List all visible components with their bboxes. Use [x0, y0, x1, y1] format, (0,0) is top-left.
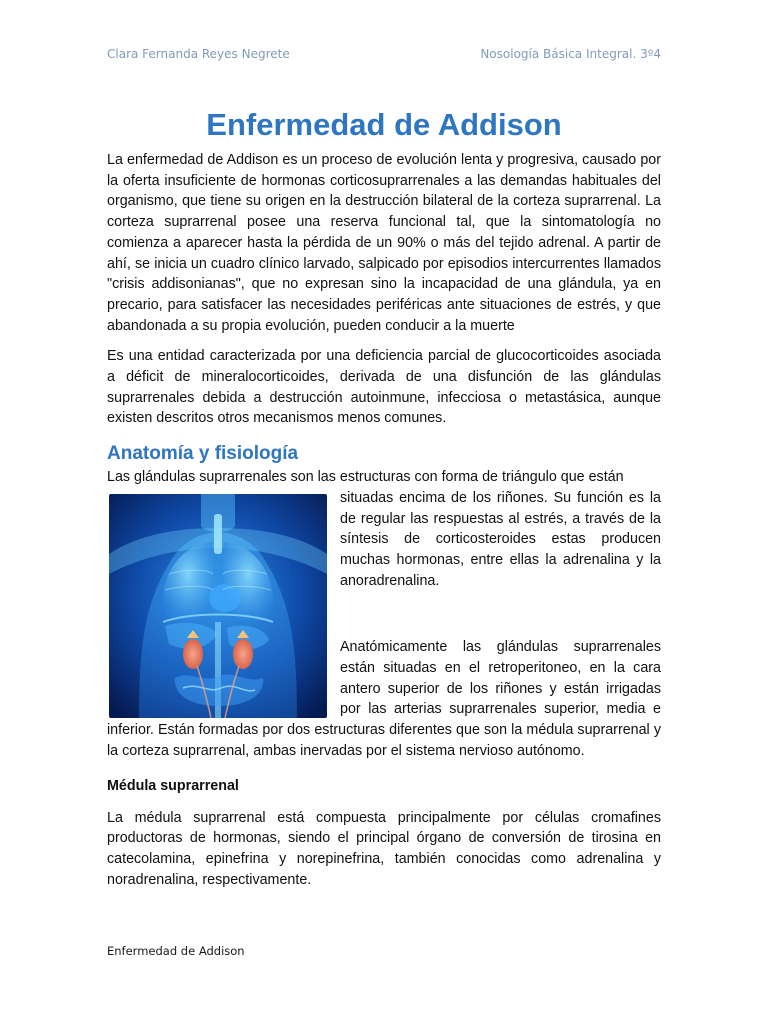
anatomy-paragraph-1: situadas encima de los riñones. Su función es la de regular las respuestas al estrés, a través de la síntesis de corticosteroides estas producen muchas hormonas, entre ellas la adrenalina y la anoradrenalina. — [340, 489, 661, 589]
anatomy-lead-paragraph: Las glándulas suprarrenales son las estructuras con forma de triángulo que están — [107, 469, 624, 486]
header-author: Clara Fernanda Reyes Negrete — [107, 47, 290, 61]
intro-paragraph-2: Es una entidad caracterizada por una deficiencia parcial de glucocorticoides asociada a déficit de mineralocorticoides, derivada de una disfunción de las glándulas suprarrenales debida a destrucción autoinmune, infecciosa o metastásica, aunque existen descritos otros mecanismos menos comunes. — [107, 348, 661, 427]
document-body — [107, 104, 661, 900]
intro-paragraph-1: La enfermedad de Addison es un proceso de evolución lenta y progresiva, causado por la oferta insuficiente de hormonas corticosuprarrenales a las demandas habituales del organismo, que tiene su origen en la destrucción bilateral de la corteza suprarrenal. La corteza suprarrenal posee una reserva funcional tal, que la sintomatología no comienza a aparecer hasta la pérdida de un 90% o más del tejido adrenal. A partir de ahí, se inicia un cuadro clínico larvado, salpicado por episodios intercurrentes llamados "crisis addisonianas", que no expresan sino la incapacidad de una glándula, ya en precario, para satisfacer las necesidades periféricas ante situaciones de estrés, y que abandonada a su propia evolución, pueden conducir a la muerte — [107, 152, 661, 334]
anatomy-paragraph-2: Anatómicamente las glándulas suprarrenales están situadas en el retroperitoneo, en la cara antero superior de los riñones y están irrigadas por las arterias suprarrenales superior, media e inferior. Están formadas por dos estructuras diferentes que son la médula suprarrenal y la corteza suprarrenal, ambas inervadas por el sistema nervioso autónomo. — [107, 639, 661, 759]
page-footer: Enfermedad de Addison — [107, 944, 245, 958]
subsection-heading-medulla: Médula suprarrenal — [107, 777, 239, 794]
document-title: Enfermedad de Addison — [206, 107, 562, 142]
anatomy-illustration — [109, 494, 327, 718]
header-course: Nosología Básica Integral. 3º4 — [480, 47, 661, 61]
page-header — [107, 47, 661, 65]
medulla-paragraph-1: La médula suprarrenal está compuesta principalmente por células cromafines productoras de hormonas, siendo el principal órgano de conversión de tirosina en catecolamina, epinefrina y norepinefrina, también conocidas como adrenalina y noradrenalina, respectivamente. — [107, 809, 661, 888]
section-heading-anatomy: Anatomía y fisiología — [107, 443, 299, 465]
